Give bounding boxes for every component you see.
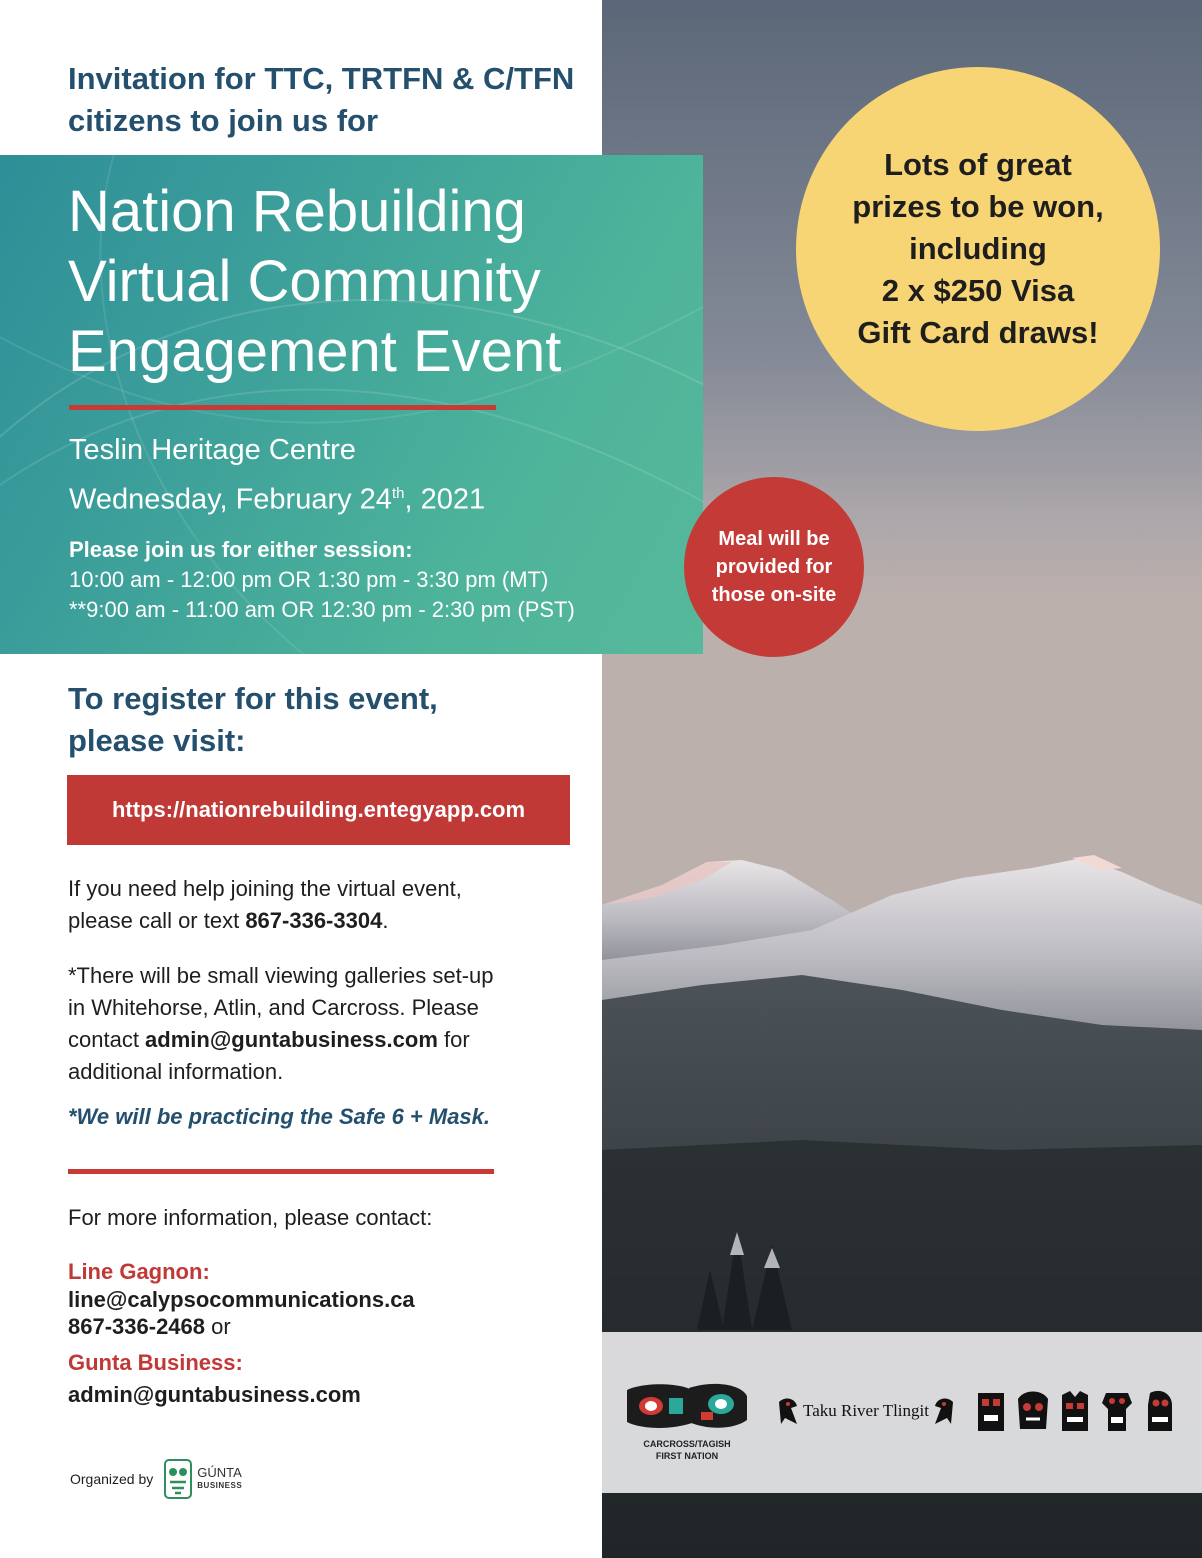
- trt-logo: [777, 1396, 955, 1426]
- gunta-logo: GÚNTA BUSINESS: [163, 1458, 242, 1500]
- help-phone[interactable]: 867-336-3304: [245, 908, 383, 933]
- session-mt: 10:00 am - 12:00 pm OR 1:30 pm - 3:30 pm (MT): [69, 567, 549, 592]
- totem-crest-icon: [1016, 1389, 1050, 1435]
- sessions-lead: Please join us for either session:: [69, 537, 413, 562]
- contact-line-gagnon-email[interactable]: line@calypsocommunications.ca: [68, 1287, 415, 1312]
- gunta-crest-icon: [163, 1458, 193, 1500]
- event-title-line-3: Engagement Event: [68, 319, 562, 384]
- trt-name: Taku River Tlingit: [803, 1401, 929, 1420]
- event-title-line-1: Nation Rebuilding: [68, 179, 526, 244]
- event-title: [68, 177, 688, 387]
- galleries-email[interactable]: admin@guntabusiness.com: [145, 1027, 438, 1052]
- formline-crest-icon: [623, 1382, 751, 1432]
- totem-crest-icon: [1058, 1389, 1092, 1435]
- contact-line-gagnon-phone[interactable]: 867-336-2468 or: [68, 1314, 231, 1339]
- divider: [68, 1169, 494, 1174]
- event-title-line-2: Virtual Community: [68, 249, 541, 314]
- organizer: [70, 1458, 242, 1500]
- register-heading: To register for this event, please visit:: [68, 681, 438, 758]
- safety-note: *We will be practicing the Safe 6 + Mask.: [68, 1104, 491, 1129]
- divider: [69, 405, 496, 410]
- registration-link[interactable]: https://nationrebuilding.entegyapp.com: [67, 775, 570, 845]
- event-date: Wednesday, February 24th, 2021: [69, 483, 486, 516]
- raven-crest-icon: [777, 1396, 799, 1426]
- contact-gunta-name: Gunta Business:: [68, 1350, 243, 1375]
- event-banner: [0, 155, 703, 654]
- partner-logo-strip: [602, 1332, 1202, 1493]
- contact-intro: For more information, please contact:: [68, 1205, 433, 1230]
- help-text: If you need help joining the virtual event, please call or text 867-336-3304.: [68, 876, 462, 933]
- invitation-heading: Invitation for TTC, TRTFN & C/TFN citizens to join us for: [68, 61, 575, 138]
- totem-crest-icon: [974, 1389, 1008, 1435]
- prizes-badge: Lots of great prizes to be won, including 2 x $250 Visa Gift Card draws!: [796, 67, 1160, 431]
- meal-badge: Meal will be provided for those on-site: [684, 477, 864, 657]
- event-sessions: [69, 535, 575, 625]
- ctfn-logo: CARCROSS/TAGISH FIRST NATION: [622, 1382, 752, 1461]
- contact-gunta-email[interactable]: admin@guntabusiness.com: [68, 1382, 361, 1407]
- event-venue: Teslin Heritage Centre: [69, 434, 356, 466]
- organized-by-label: Organized by: [70, 1471, 154, 1487]
- totem-crest-icon: [1142, 1389, 1176, 1435]
- totem-crest-icon: [1100, 1389, 1134, 1435]
- contact-line-gagnon-name: Line Gagnon:: [68, 1259, 210, 1284]
- session-pst: **9:00 am - 11:00 am OR 12:30 pm - 2:30 pm (PST): [69, 597, 575, 622]
- event-venue-date: [69, 428, 485, 522]
- raven-crest-icon: [933, 1396, 955, 1426]
- galleries-text: *There will be small viewing galleries set-up in Whitehorse, Atlin, and Carcross. Please contact admin@guntabusiness.com for additional information.: [68, 963, 494, 1084]
- ttc-clan-crests: [974, 1389, 1176, 1435]
